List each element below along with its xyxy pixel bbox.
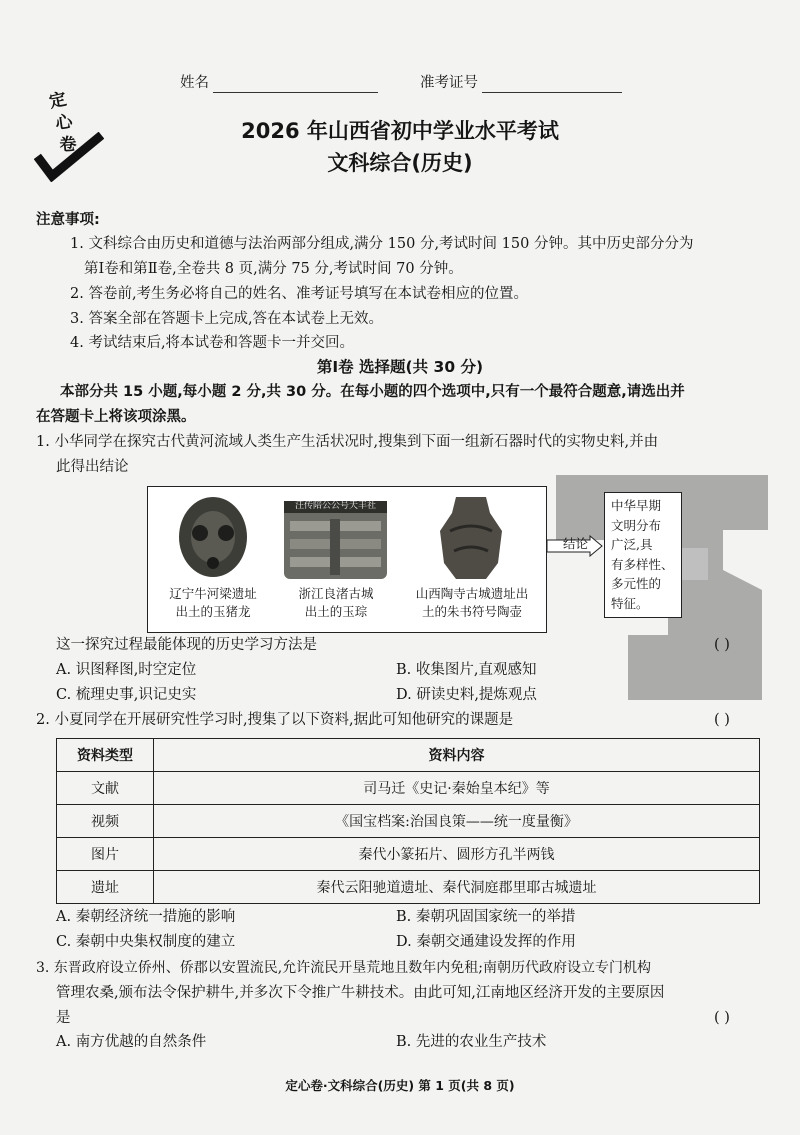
conclusion-line-5: 多元性的 — [611, 576, 662, 591]
q3-answer-paren: ( ) — [714, 1010, 730, 1026]
artifact-1-caption-line-1: 辽宁牛河梁遗址 — [169, 586, 257, 601]
conclusion-box — [604, 492, 682, 618]
stamp-char-1: 定 — [47, 89, 69, 113]
table-row — [57, 772, 760, 805]
artifact-2-caption-line-1: 浙江良渚古城 — [298, 586, 374, 601]
q2-stem: 2. 小夏同学在开展研究性学习时,搜集了以下资料,据此可知他研究的课题是 — [36, 712, 514, 728]
notice-line-4: 3. 答案全部在答题卡上完成,答在本试卷上无效。 — [70, 311, 384, 327]
notice-line-1: 1. 文科综合由历史和道德与法治两部分组成,满分 150 分,考试时间 150 分钟。其中历史部分分为 — [70, 236, 694, 252]
q1-option-a: A. 识图释图,时空定位 — [56, 662, 197, 678]
q3-stem-line-2: 管理农桑,颁布法令保护耕牛,并多次下令推广牛耕技术。由此可知,江南地区经济开发的主要原因 — [56, 985, 665, 1001]
conclusion-line-3: 广泛,具 — [611, 537, 653, 552]
table-cell-content: 司马迁《史记·秦始皇本纪》等 — [154, 772, 760, 805]
q1-question: 这一探究过程最能体现的历史学习方法是 — [56, 637, 317, 653]
painted-pottery-pot-image — [416, 491, 526, 581]
notice-line-5: 4. 考试结束后,将本试卷和答题卡一并交回。 — [70, 335, 355, 351]
conclusion-line-1: 中华早期 — [611, 498, 662, 513]
name-blank — [213, 76, 378, 93]
conclusion-arrow-label: 结论 — [563, 536, 589, 551]
table-cell-type: 视频 — [57, 805, 154, 838]
q1-option-c: C. 梳理史事,识记史实 — [56, 687, 197, 703]
q3-option-a: A. 南方优越的自然条件 — [56, 1034, 207, 1050]
conclusion-line-6: 特征。 — [611, 595, 649, 611]
jade-pig-dragon-image — [160, 493, 266, 581]
section-title: 第Ⅰ卷 选择题(共 30 分) — [316, 358, 484, 376]
notice-line-3: 2. 答卷前,考生务必将自己的姓名、准考证号填写在本试卷相应的位置。 — [70, 286, 529, 302]
table-header-type: 资料类型 — [57, 739, 154, 772]
stamp-char-3: 卷 — [58, 134, 78, 156]
table-header-content: 资料内容 — [154, 739, 760, 772]
section-intro-line-2: 在答题卡上将该项涂黑。 — [36, 409, 196, 425]
exam-title: 2026 年山西省初中学业水平考试 — [241, 119, 559, 143]
q2-option-d: D. 秦朝交通建设发挥的作用 — [396, 934, 576, 950]
artifact-1-caption-line-2: 出土的玉猪龙 — [175, 604, 251, 619]
conclusion-line-4: 有多样性、 — [611, 556, 674, 572]
notice-line-2: 第Ⅰ卷和第Ⅱ卷,全卷共 8 页,满分 75 分,考试时间 70 分钟。 — [84, 261, 463, 277]
q1-stem-line-2: 此得出结论 — [56, 459, 129, 475]
artifact-3-caption-line-1: 山西陶寺古城遗址出 — [415, 586, 529, 601]
table-cell-type: 遗址 — [57, 871, 154, 904]
q1-answer-paren: ( ) — [714, 637, 730, 653]
table-cell-type: 图片 — [57, 838, 154, 871]
table-cell-content: 秦代云阳驰道遗址、秦代洞庭郡里耶古城遗址 — [154, 871, 760, 904]
conclusion-text — [611, 496, 674, 613]
artifact-3-caption-line-2: 土的朱书符号陶壶 — [421, 604, 522, 619]
table-cell-content: 秦代小篆拓片、圆形方孔半两钱 — [154, 838, 760, 871]
exam-id-label: 准考证号 — [420, 75, 478, 91]
exam-id-blank — [482, 76, 622, 93]
name-field — [180, 73, 378, 93]
q1-option-b: B. 收集图片,直观感知 — [396, 662, 537, 678]
exam-subtitle: 文科综合(历史) — [327, 151, 473, 175]
section-intro-line-1: 本部分共 15 小题,每小题 2 分,共 30 分。在每小题的四个选项中,只有一个最符合题意,请选出并 — [60, 384, 685, 400]
q3-option-b: B. 先进的农业生产技术 — [396, 1034, 547, 1050]
table-row — [57, 805, 760, 838]
table-cell-content: 《国宝档案:治国良策——统一度量衡》 — [154, 805, 760, 838]
table-header-row — [57, 739, 760, 772]
jade-cong-image — [278, 493, 393, 583]
q2-option-b: B. 秦朝巩固国家统一的举措 — [396, 909, 576, 925]
q2-option-a: A. 秦朝经济统一措施的影响 — [56, 909, 236, 925]
q3-stem-line-3: 是 — [56, 1010, 71, 1026]
q1-option-d: D. 研读史料,提炼观点 — [396, 687, 537, 703]
stamp-char-2: 心 — [54, 111, 74, 135]
q2-source-table — [56, 738, 760, 904]
notice-heading: 注意事项: — [36, 212, 100, 228]
q1-stem-line-1: 1. 小华同学在探究古代黄河流域人类生产生活状况时,搜集到下面一组新石器时代的实物史料,并由 — [36, 434, 659, 450]
conclusion-line-2: 文明分布 — [611, 517, 662, 533]
table-row — [57, 871, 760, 904]
artifact-2-caption-line-2: 出土的玉琮 — [304, 604, 368, 619]
q2-option-c: C. 秦朝中央集权制度的建立 — [56, 934, 236, 950]
name-label: 姓名 — [180, 75, 209, 91]
page-footer: 定心卷·文科综合(历史) 第 1 页(共 8 页) — [285, 1078, 515, 1093]
q2-answer-paren: ( ) — [714, 712, 730, 728]
q3-stem-line-1: 3. 东晋政府设立侨州、侨郡以安置流民,允许流民开垦荒地且数年内免租;南朝历代政府设立专门机构 — [36, 960, 651, 976]
watermark-text: 汪传陪公公号天丰社 — [294, 501, 376, 511]
artifacts-box — [147, 486, 547, 633]
table-row — [57, 838, 760, 871]
table-cell-type: 文献 — [57, 772, 154, 805]
exam-id-field — [420, 73, 622, 93]
